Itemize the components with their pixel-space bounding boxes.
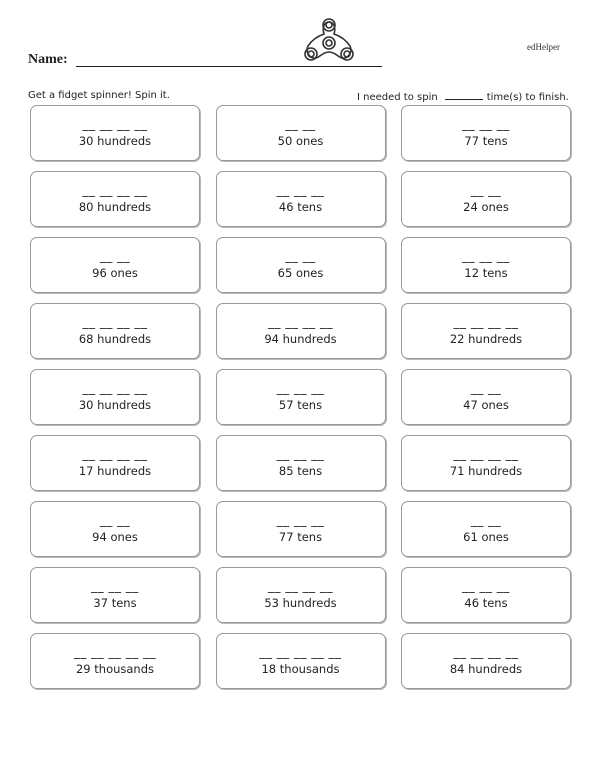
problem-label: 68 hundreds	[78, 332, 152, 346]
problem-label: 61 ones	[463, 530, 509, 544]
problem-label: 96 ones	[92, 266, 138, 280]
brand-text: edHelper	[527, 42, 560, 52]
problem-card	[30, 435, 200, 491]
problem-label: 53 hundreds	[264, 596, 337, 610]
problem-card	[401, 237, 571, 293]
problem-card	[216, 303, 386, 359]
answer-blanks[interactable]: __ __	[470, 513, 502, 527]
problem-label: 46 tens	[278, 200, 323, 214]
problem-card	[401, 369, 571, 425]
problem-label: 37 tens	[93, 596, 137, 610]
problem-card	[216, 435, 386, 491]
problem-label: 77 tens	[278, 530, 323, 544]
instruction-right-after: time(s) to finish.	[486, 92, 569, 103]
instruction-left: Get a fidget spinner! Spin it.	[28, 90, 170, 101]
problem-card	[216, 633, 386, 689]
problem-card	[401, 633, 571, 689]
answer-blanks[interactable]: __ __	[285, 117, 316, 131]
problem-label: 65 ones	[277, 266, 324, 280]
answer-blanks[interactable]: __ __ __ __	[82, 315, 148, 329]
problem-card	[401, 567, 571, 623]
problem-card	[30, 633, 200, 689]
answer-blanks[interactable]: __ __ __ __	[453, 645, 519, 659]
answer-blanks[interactable]: __ __ __	[462, 249, 510, 263]
problem-label: 24 ones	[463, 200, 509, 214]
problem-label: 12 tens	[464, 266, 508, 280]
problem-card	[30, 105, 200, 161]
problem-card	[216, 567, 386, 623]
problem-card	[216, 171, 386, 227]
problem-label: 47 ones	[463, 398, 509, 412]
problem-card	[30, 303, 200, 359]
name-label: Name:	[28, 52, 68, 67]
problem-label: 17 hundreds	[78, 464, 152, 478]
answer-blanks[interactable]: __ __ __	[276, 513, 325, 527]
answer-blanks[interactable]: __ __ __ __	[453, 315, 519, 329]
problem-label: 94 hundreds	[264, 332, 337, 346]
problem-card	[401, 435, 571, 491]
problem-card	[216, 501, 386, 557]
problem-label: 30 hundreds	[78, 398, 152, 412]
problem-label: 18 thousands	[261, 662, 340, 676]
problem-grid	[30, 105, 571, 689]
problem-card	[401, 105, 571, 161]
answer-blanks[interactable]: __ __ __ __	[268, 315, 333, 329]
answer-blanks[interactable]: __ __ __	[462, 579, 510, 593]
problem-label: 84 hundreds	[449, 662, 523, 676]
answer-blanks[interactable]: __ __	[470, 381, 502, 395]
answer-blanks[interactable]: __ __ __	[91, 579, 139, 593]
problem-card	[30, 237, 200, 293]
answer-blanks[interactable]: __ __ __ __ __	[73, 645, 157, 659]
instruction-right	[357, 90, 569, 103]
problem-card	[216, 369, 386, 425]
answer-blanks[interactable]: __ __ __ __	[82, 183, 148, 197]
problem-label: 94 ones	[92, 530, 138, 544]
problem-card	[30, 501, 200, 557]
problem-label: 57 tens	[278, 398, 323, 412]
problem-label: 80 hundreds	[78, 200, 152, 214]
problem-label: 46 tens	[464, 596, 508, 610]
problem-card	[30, 369, 200, 425]
problem-card	[30, 171, 200, 227]
problem-card	[401, 501, 571, 557]
problem-label: 71 hundreds	[449, 464, 523, 478]
problem-label: 77 tens	[464, 134, 508, 148]
answer-blanks[interactable]: __ __	[285, 249, 316, 263]
problem-label: 29 thousands	[75, 662, 155, 676]
problem-card	[401, 303, 571, 359]
problem-label: 30 hundreds	[78, 134, 152, 148]
answer-blanks[interactable]: __ __ __	[276, 183, 325, 197]
instruction-right-before: I needed to spin	[357, 92, 438, 103]
problem-card	[30, 567, 200, 623]
fidget-spinner-icon	[298, 12, 360, 68]
answer-blanks[interactable]: __ __ __	[276, 381, 325, 395]
answer-blanks[interactable]: __ __ __ __ __	[259, 645, 342, 659]
answer-blanks[interactable]: __ __ __ __	[82, 117, 148, 131]
answer-blanks[interactable]: __ __	[99, 513, 131, 527]
problem-label: 50 ones	[277, 134, 324, 148]
spin-count-blank[interactable]	[445, 90, 483, 100]
answer-blanks[interactable]: __ __ __ __	[82, 381, 148, 395]
answer-blanks[interactable]: __ __ __	[276, 447, 325, 461]
answer-blanks[interactable]: __ __ __ __	[453, 447, 519, 461]
answer-blanks[interactable]: __ __ __ __	[82, 447, 148, 461]
problem-card	[216, 105, 386, 161]
answer-blanks[interactable]: __ __	[99, 249, 131, 263]
answer-blanks[interactable]: __ __ __	[462, 117, 510, 131]
problem-label: 85 tens	[278, 464, 323, 478]
answer-blanks[interactable]: __ __	[470, 183, 502, 197]
problem-card	[216, 237, 386, 293]
name-field[interactable]	[76, 66, 382, 67]
answer-blanks[interactable]: __ __ __ __	[268, 579, 333, 593]
problem-label: 22 hundreds	[449, 332, 523, 346]
problem-card	[401, 171, 571, 227]
